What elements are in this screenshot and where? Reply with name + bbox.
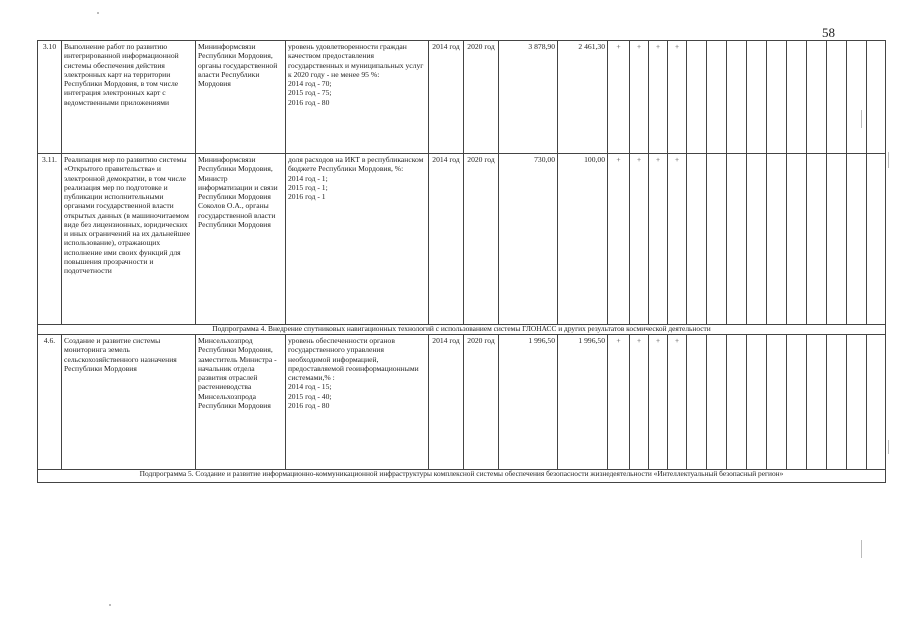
empty-cell bbox=[787, 154, 807, 325]
activity-name: Выполнение работ по развитию интегрированной информационной системы обеспечения действия электронных карт на территории Республики Мордовия, в том числе интеграция электронных карт с ведомственными приложениями bbox=[62, 41, 196, 154]
row-number: 4.6. bbox=[38, 335, 62, 470]
scan-artifact bbox=[861, 540, 862, 558]
empty-cell bbox=[847, 335, 867, 470]
start-year: 2014 год bbox=[429, 335, 464, 470]
scan-artifact bbox=[888, 152, 889, 168]
empty-cell bbox=[767, 41, 787, 154]
empty-cell bbox=[687, 154, 707, 325]
scan-artifact bbox=[861, 110, 862, 128]
subprogram-row bbox=[38, 325, 886, 335]
mark-cell: + bbox=[668, 335, 687, 470]
row-number: 3.11. bbox=[38, 154, 62, 325]
target-indicator: уровень обеспеченности органов государственного управления необходимой информацией, предоставляемой геоинформационными системами,% : 2014 год - 15; 2015 год - 40; 2016 год - 80 bbox=[286, 335, 429, 470]
empty-cell bbox=[767, 154, 787, 325]
empty-cell bbox=[827, 335, 847, 470]
subprogram-row bbox=[38, 470, 886, 483]
table-row bbox=[38, 154, 886, 325]
scan-artifact bbox=[888, 440, 889, 454]
mark-cell: + bbox=[630, 41, 649, 154]
mark-cell: + bbox=[608, 154, 630, 325]
empty-cell bbox=[847, 41, 867, 154]
empty-cell bbox=[707, 154, 727, 325]
empty-cell bbox=[827, 41, 847, 154]
funding-budget: 100,00 bbox=[558, 154, 608, 325]
empty-cell bbox=[767, 335, 787, 470]
mark-cell: + bbox=[649, 335, 668, 470]
funding-total: 1 996,50 bbox=[499, 335, 558, 470]
mark-cell: + bbox=[668, 41, 687, 154]
empty-cell bbox=[787, 335, 807, 470]
mark-cell: + bbox=[668, 154, 687, 325]
empty-cell bbox=[787, 41, 807, 154]
page-number: 58 bbox=[822, 25, 835, 40]
mark-cell: + bbox=[630, 335, 649, 470]
mark-cell: + bbox=[649, 154, 668, 325]
end-year: 2020 год bbox=[464, 154, 499, 325]
empty-cell bbox=[727, 41, 747, 154]
empty-cell bbox=[807, 335, 827, 470]
empty-cell bbox=[747, 41, 767, 154]
subprogram-5-title: Подпрограмма 5. Создание и развитие информационно-коммуникационной инфраструктуры комплексной системы обеспечения безопасности жизнедеятельности «Интеллектуальный безопасный регион» bbox=[38, 470, 886, 483]
empty-cell bbox=[687, 335, 707, 470]
table-row bbox=[38, 335, 886, 470]
empty-cell bbox=[867, 41, 886, 154]
empty-cell bbox=[747, 335, 767, 470]
end-year: 2020 год bbox=[464, 41, 499, 154]
scan-artifact bbox=[109, 604, 111, 606]
empty-cell bbox=[867, 154, 886, 325]
executor: Мининформсвязи Республики Мордовия, Министр информатизации и связи Республики Мордовия Соколов О.А., органы государственной власти Республики Мордовия bbox=[196, 154, 286, 325]
end-year: 2020 год bbox=[464, 335, 499, 470]
funding-total: 3 878,90 bbox=[499, 41, 558, 154]
empty-cell bbox=[687, 41, 707, 154]
target-indicator: уровень удовлетворенности граждан качеством предоставления государственных и муниципальных услуг к 2020 году - не менее 95 %: 2014 год - 70; 2015 год - 75; 2016 год - 80 bbox=[286, 41, 429, 154]
scan-artifact bbox=[97, 12, 99, 14]
mark-cell: + bbox=[630, 154, 649, 325]
empty-cell bbox=[727, 154, 747, 325]
activity-name: Создание и развитие системы мониторинга земель сельскохозяйственного назначения Республики Мордовия bbox=[62, 335, 196, 470]
empty-cell bbox=[707, 41, 727, 154]
empty-cell bbox=[747, 154, 767, 325]
start-year: 2014 год bbox=[429, 154, 464, 325]
executor: Мининформсвязи Республики Мордовия, органы государственной власти Республики Мордовия bbox=[196, 41, 286, 154]
empty-cell bbox=[827, 154, 847, 325]
empty-cell bbox=[807, 154, 827, 325]
activity-name: Реализация мер по развитию системы «Открытого правительства» и электронной демократии, в том числе реализация мер по подготовке и публикации исполнительными органами государственной власти открытых данных (в машиночитаемом виде без лицензионных, юридических и иных ограничений на их дальнейшее использование), отражающих исполнение ими своих функций для повышения прозрачности и подотчетности bbox=[62, 154, 196, 325]
row-number: 3.10 bbox=[38, 41, 62, 154]
funding-budget: 2 461,30 bbox=[558, 41, 608, 154]
table-row bbox=[38, 41, 886, 154]
mark-cell: + bbox=[608, 41, 630, 154]
funding-total: 730,00 bbox=[499, 154, 558, 325]
program-activities-table bbox=[37, 40, 886, 483]
empty-cell bbox=[707, 335, 727, 470]
mark-cell: + bbox=[608, 335, 630, 470]
mark-cell: + bbox=[649, 41, 668, 154]
target-indicator: доля расходов на ИКТ в республиканском бюджете Республики Мордовия, %: 2014 год - 1; 2015 год - 1; 2016 год - 1 bbox=[286, 154, 429, 325]
funding-budget: 1 996,50 bbox=[558, 335, 608, 470]
empty-cell bbox=[867, 335, 886, 470]
subprogram-4-title: Подпрограмма 4. Внедрение спутниковых навигационных технологий с использованием системы ГЛОНАСС и других результатов космической деятельности bbox=[38, 325, 886, 335]
empty-cell bbox=[807, 41, 827, 154]
executor: Минсельхозпрод Республики Мордовия, заместитель Министра - начальник отдела развития отраслей растениеводства Минсельхозпрода Республики Мордовия bbox=[196, 335, 286, 470]
start-year: 2014 год bbox=[429, 41, 464, 154]
empty-cell bbox=[727, 335, 747, 470]
empty-cell bbox=[847, 154, 867, 325]
